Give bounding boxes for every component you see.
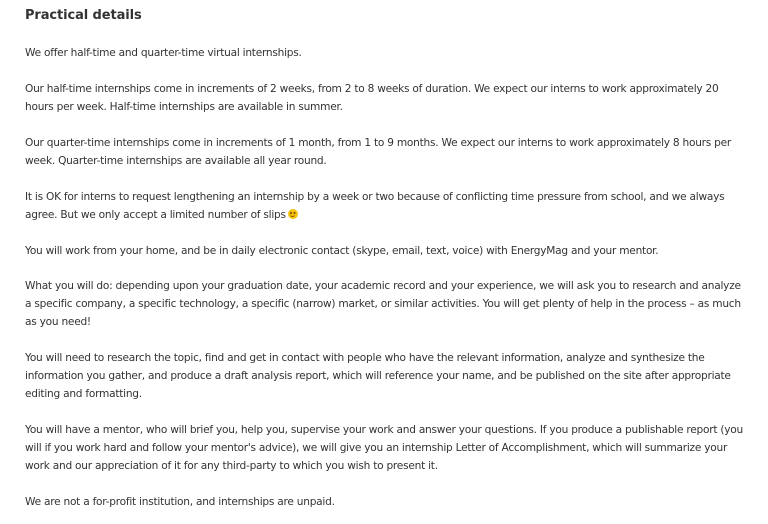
- paragraph-lengthening: [25, 188, 745, 224]
- paragraph-quarter-time: Our quarter-time internships come in increments of 1 month, from 1 to 9 months. We expect our interns to work approximately 8 hours per week. Quarter-time internships are available all year round.: [25, 137, 732, 167]
- paragraph-what-you-will-do: What you will do: depending upon your graduation date, your academic record and your experience, we will ask you to research and analyze a specific company, a specific technology, a specific (narrow) market, or similar activities. You will get plenty of help in the process – as much as you need!: [25, 280, 741, 328]
- smiley-emoji-icon: [288, 209, 298, 219]
- paragraph-unpaid: We are not a for-profit institution, and internships are unpaid.: [25, 496, 335, 508]
- paragraph-offer: We offer half-time and quarter-time virtual internships.: [25, 47, 302, 59]
- paragraph-work-from-home: You will work from your home, and be in daily electronic contact (skype, email, text, voice) with EnergyMag and your mentor.: [25, 245, 659, 257]
- paragraph-lengthening-text: It is OK for interns to request lengthening an internship by a week or two because of conflicting time pressure from school, and we always agree. But we only accept a limited number of slips: [25, 191, 725, 221]
- section-heading: Practical details: [25, 8, 142, 23]
- paragraph-research: You will need to research the topic, find and get in contact with people who have the relevant information, analyze and synthesize the information you gather, and produce a draft analysis report, which will reference your name, and be published on the site after appropriate editing and formatting.: [25, 352, 731, 400]
- paragraph-half-time: Our half-time internships come in increments of 2 weeks, from 2 to 8 weeks of duration. We expect our interns to work approximately 20 hours per week. Half-time internships are available in summer.: [25, 83, 719, 113]
- paragraph-mentor: You will have a mentor, who will brief you, help you, supervise your work and answer your questions. If you produce a publishable report (you will if you work hard and follow your mentor's advice), we will give you an internship Letter of Accomplishment, which will summarize your work and our appreciation of it for any third-party to which you wish to present it.: [25, 424, 743, 472]
